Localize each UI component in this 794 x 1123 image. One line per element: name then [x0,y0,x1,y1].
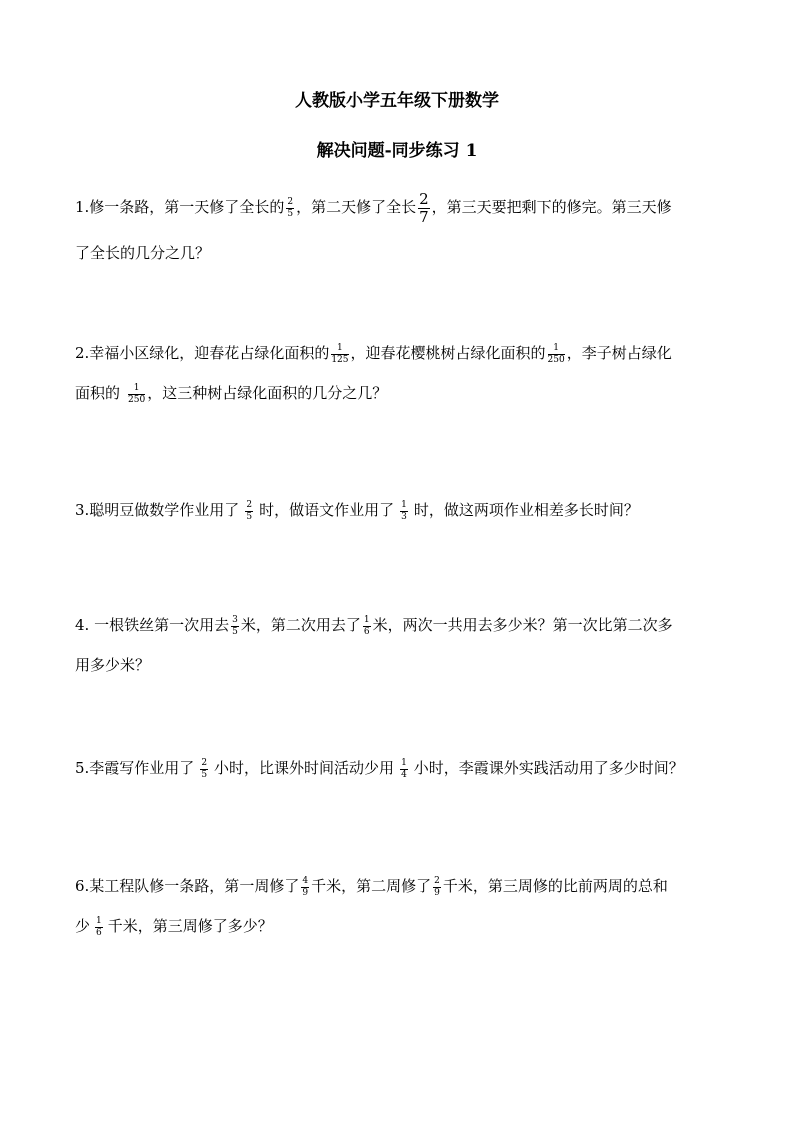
question-1-text-c: ，第三天要把剩下的修完。第三天修 [431,198,672,216]
fraction: $\frac{3}{5}$ [232,614,238,637]
question-1-line-1 [75,187,672,227]
question-5-text-a: 5.李霞写作业用了 [75,759,195,777]
question-4-line-2: 用多少米？ [75,656,151,674]
question-6-text-b: 千米，第二周修了 [311,877,432,895]
question-6-line-2 [75,906,273,946]
fraction: $\frac{2}{5}$ [287,196,294,219]
question-6-text-d: 少 [75,917,91,935]
question-2-text-a: 2.幸福小区绿化，迎春花占绿化面积的 [75,344,330,362]
fraction: $\frac{2}{5}$ [246,499,253,522]
question-5-text-b: 小时，比课外时间活动少用 [214,759,395,777]
document-title: 人教版小学五年级下册数学 [295,91,499,111]
question-2-line-1 [75,333,672,373]
question-4-line-1 [75,605,673,645]
question-2-line-2 [75,373,387,413]
question-6-text-c: 千米，第三周修的比前两周的总和 [442,877,668,895]
question-1-text-b: ，第二天修了全长 [296,198,417,216]
question-3-text-a: 3.聪明豆做数学作业用了 [75,501,240,519]
question-2-text-d: 面积的 [75,384,121,402]
question-1-text-a: 1.修一条路，第一天修了全长的 [75,198,285,216]
question-3-line-1 [75,490,639,530]
fraction: $\frac{2}{9}$ [434,875,440,898]
question-2-text-b: ，迎春花樱桃树占绿化面积的 [350,344,546,362]
question-4-text-b: 米，第二次用去了 [240,616,361,634]
question-4-text-a: 4. 一根铁丝第一次用去 [75,616,230,634]
fraction: $\frac{2}{5}$ [201,757,208,780]
fraction: $\frac{1}{3}$ [401,499,407,522]
question-4-text-c: 米，两次一共用去多少米？第一次比第二次多 [372,616,673,634]
document-subtitle: 解决问题-同步练习 1 [316,141,478,161]
question-2-text-c: ，李子树占绿化 [566,344,672,362]
fraction: $\frac{1}{6}$ [96,915,102,938]
question-3-text-c: 时，做这两项作业相差多长时间？ [413,501,639,519]
fraction: $\frac{1}{125}$ [331,342,349,365]
fraction: $\frac{1}{250}$ [128,382,146,405]
question-5-text-c: 小时，李霞课外实践活动用了多少时间？ [413,759,684,777]
question-6-line-1 [75,866,668,906]
question-6-text-a: 6.某工程队修一条路，第一周修了 [75,877,300,895]
question-6-text-e: 千米，第三周修了多少？ [107,917,273,935]
fraction: $\frac{2}{7}$ [419,189,429,226]
question-5-line-1 [75,748,684,788]
question-1-line-2: 了全长的几分之几？ [75,244,211,262]
question-2-text-e: ，这三种树占绿化面积的几分之几？ [147,384,388,402]
fraction: $\frac{1}{250}$ [547,342,565,365]
fraction: $\frac{4}{9}$ [302,875,309,898]
question-3-text-b: 时，做语文作业用了 [259,501,395,519]
fraction: $\frac{1}{6}$ [363,614,370,637]
fraction: $\frac{1}{4}$ [401,757,407,780]
